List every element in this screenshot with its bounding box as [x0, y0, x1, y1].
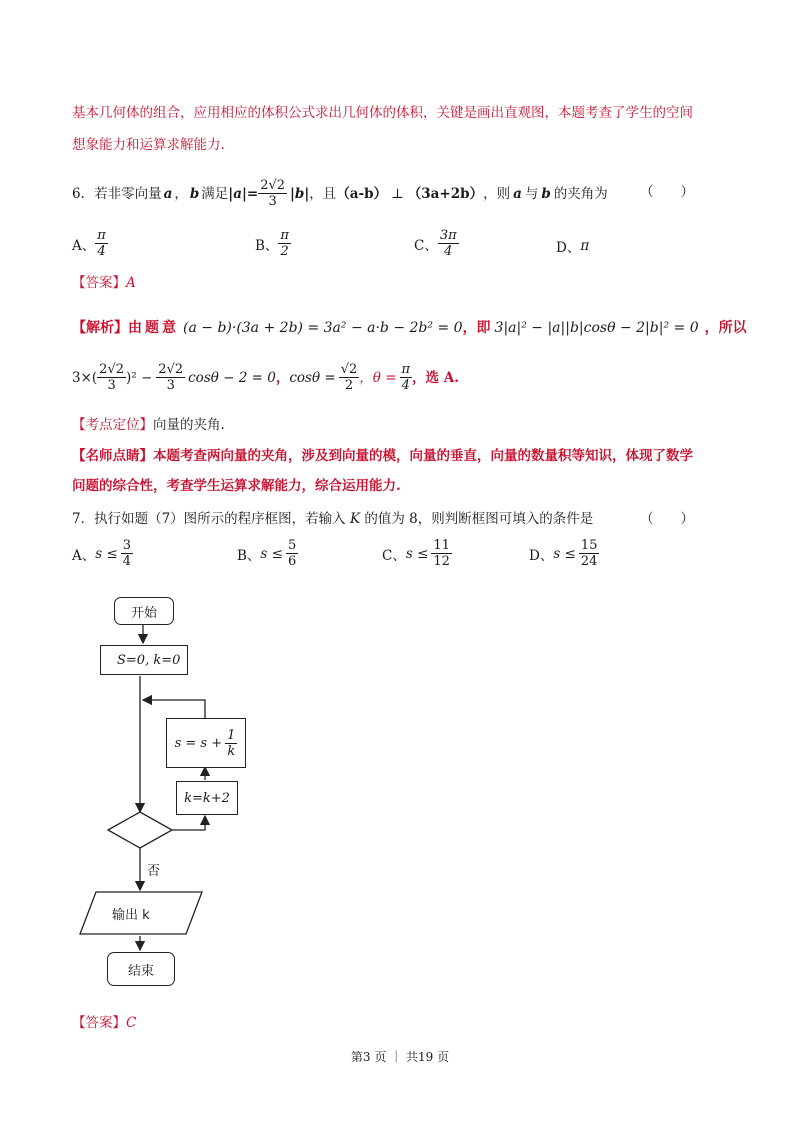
flowchart-update-s-frac — [225, 728, 237, 759]
q7-paren: （ ） — [640, 511, 694, 527]
q6-stem: 6． 若非零向量 a ， b 满足 |a|= $\frac{2√2}{3}$ |b| ，且 （a-b） ⊥ （3a+2b） ，则 a 与 b 的夹角为 — [72, 178, 608, 209]
q7-option-c-num: 11 — [433, 538, 450, 553]
q6-theta-den: 4 — [401, 378, 410, 393]
q6-var-b: b — [189, 185, 200, 202]
q6-analysis-text-2: ，即 — [462, 320, 491, 336]
q6-eq3-frac-1-num: 2√2 — [99, 362, 124, 377]
q6-option-b-label: B、 — [255, 237, 279, 254]
q6-eq3-frac-2-num: 2√2 — [158, 362, 184, 377]
q7-answer-label: 【答案】 — [72, 1015, 126, 1031]
q6-analysis-eq-1: (a − b)·(3a + 2b) = 3a² − a·b − 2b² = 0 — [183, 320, 463, 336]
q6-answer-label: 【答案】 — [72, 275, 126, 291]
flowchart-update-s — [166, 718, 246, 768]
q7-option-a-label: A、 — [72, 547, 96, 564]
q6-number: 6． — [72, 185, 95, 202]
q6-analysis-end: ，选 A. — [412, 369, 459, 386]
decision-diamond — [108, 812, 172, 848]
q7-answer — [72, 1013, 136, 1033]
q7-option-a-num: 3 — [122, 538, 132, 553]
q7-option-c-den: 12 — [433, 554, 450, 569]
q6-abs-b: |b| — [290, 185, 310, 202]
flowchart-update-k: k=k+2 — [176, 781, 238, 815]
q7-option-d-den: 24 — [580, 554, 598, 569]
q6-abs-a: |a|= — [228, 185, 259, 202]
q6-answer-value: A — [126, 275, 136, 291]
q6-option-d-label: D、 — [556, 240, 581, 256]
arrow-decision-to-k — [172, 816, 205, 830]
q7-option-b-prefix: s ≤ — [260, 545, 283, 562]
q6-stem-text-a: 若非零向量 — [94, 185, 162, 202]
q7-option-a-prefix: s ≤ — [95, 545, 118, 562]
q6-eq3-frac-1-den: 3 — [107, 378, 116, 393]
flowchart-init: S=0, k=0 — [100, 645, 188, 675]
flowchart-start: 开始 — [114, 597, 174, 625]
q6-paren: （ ） — [640, 184, 694, 200]
q6-stem-text-c: ，且 — [309, 185, 337, 202]
q6-option-c-num: 3π — [439, 228, 457, 243]
q6-option-c-label: C、 — [414, 237, 438, 254]
q6-cos-den: 2 — [344, 378, 354, 393]
q6-cos-num: √2 — [340, 362, 358, 377]
q6-stem-text-g: 的夹角为 — [553, 185, 608, 202]
q7-var-k: K — [349, 511, 361, 527]
q7-option-d-label: D、 — [529, 547, 554, 564]
flowchart-no-label: 否 — [147, 864, 161, 879]
q6-eq3-suffix: cosθ − 2 = 0 — [188, 369, 276, 386]
q6-var-a: a — [163, 185, 173, 202]
q6-factor-1: （a-b） — [336, 185, 388, 202]
q7-option-b-num: 5 — [287, 538, 297, 553]
q6-mingshi-label: 【名师点睛】 — [72, 448, 153, 464]
q7-option-a-den: 4 — [122, 554, 132, 569]
flowchart-update-s-prefix: s = s + — [174, 735, 223, 751]
q7-stem-text-2: 的值为 8，则判断框图可填入的条件是 — [364, 511, 594, 527]
q6-option-b-den: 2 — [280, 244, 289, 259]
q7-stem-text: 执行如题（7）图所示的程序框图，若输入 — [94, 511, 346, 527]
q7-answer-value: C — [126, 1015, 137, 1031]
flowchart-end: 结束 — [107, 952, 175, 986]
q6-analysis-label: 【解析】 — [72, 320, 128, 336]
q6-mingshi-text-1: 本题考查两向量的夹角，涉及到向量的模，向量的垂直，向量的数量积等知识，体现了数学 — [153, 448, 693, 464]
q6-cos-label: cosθ = — [289, 369, 336, 386]
intro-line-2: 想象能力和运算求解能力. — [72, 137, 225, 153]
q6-option-a-den: 4 — [97, 244, 106, 259]
q6-stem-text-f: 与 — [524, 185, 539, 202]
flowchart-update-s-den: k — [227, 743, 236, 759]
q6-option-b-num: π — [280, 228, 289, 243]
q6-option-d-text: π — [580, 238, 590, 254]
q7-option-b-den: 6 — [287, 554, 297, 569]
q6-kaodian-text: 向量的夹角. — [153, 417, 225, 433]
q6-stem-text-e: ，则 — [483, 185, 511, 202]
q7-option-c-prefix: s ≤ — [405, 545, 429, 562]
q7-option-d-prefix: s ≤ — [553, 545, 576, 562]
q7-number: 7． — [72, 511, 95, 527]
q6-analysis-text-3: ，所以 — [704, 320, 747, 336]
q6-analysis-eq-2: 3|a|² − |a||b|cosθ − 2|b|² = 0 — [494, 320, 699, 336]
page-footer: 第3 页 ｜ 共19 页 — [350, 1050, 450, 1064]
q6-eq3-prefix: 3×( — [72, 369, 98, 386]
flowchart-update-s-num: 1 — [227, 727, 236, 743]
q6-coef-num: 2√2 — [260, 178, 286, 193]
q6-theta-num: π — [401, 362, 411, 377]
intro-line-1: 基本几何体的组合，应用相应的体积公式求出几何体的体积，关键是画出直观图，本题考查了学生的空间 — [72, 105, 693, 121]
q6-stem-text-b: 满足 — [201, 185, 229, 202]
q6-factor-2: （3a+2b） — [407, 185, 484, 202]
q7-option-d-num: 15 — [580, 538, 598, 553]
q7-option-c-label: C、 — [382, 547, 406, 564]
q7-option-b-label: B、 — [237, 547, 261, 564]
q6-theta-label: ，θ = — [359, 369, 397, 386]
q6-coef-den: 3 — [268, 194, 277, 209]
q6-analysis-text-1: 由题意 — [128, 320, 179, 336]
flowchart-output: 输出 k — [112, 908, 150, 923]
q6-eq3-mid: )² − — [126, 369, 153, 386]
q6-var-b-2: b — [541, 185, 551, 202]
q6-perp: ⊥ — [391, 185, 404, 202]
q6-var-a-2: a — [513, 185, 522, 202]
q6-kaodian-label: 【考点定位】 — [72, 417, 153, 433]
q6-option-c-den: 4 — [444, 244, 453, 259]
q6-eq3-comma: ， — [275, 369, 290, 386]
q6-option-a-label: A、 — [72, 237, 96, 254]
q6-mingshi-line-2: 问题的综合性，考查学生运算求解能力，综合运用能力. — [72, 478, 401, 494]
arrow-s-loop-back — [143, 700, 205, 718]
q6-eq3-frac-2-den: 3 — [166, 378, 175, 393]
q6-option-a-num: π — [97, 228, 106, 243]
